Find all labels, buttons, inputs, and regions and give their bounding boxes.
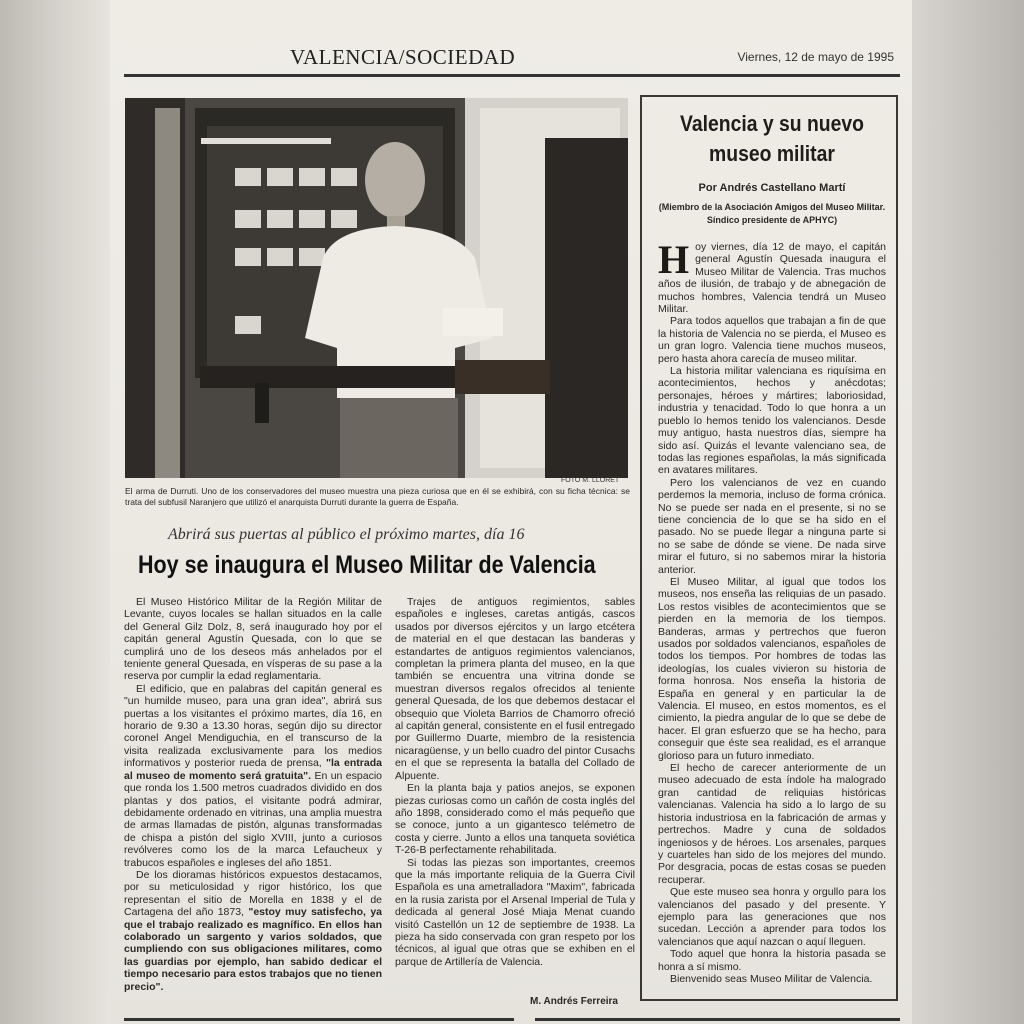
photo-caption: El arma de Durruti. Uno de los conservadores del museo muestra una pieza curiosa que en él se exhibirá, con su ficha técnica: se trata del subfusil Naranjero que utilizó el anarquista Durruti durante la guerra de España.	[125, 486, 630, 507]
paragraph: Todo aquel que honra la historia pasada se honra a sí mismo.	[658, 948, 886, 973]
paragraph	[124, 869, 382, 993]
article-byline: M. Andrés Ferreira	[530, 996, 618, 1007]
article-kicker: Abrirá sus puertas al público el próximo martes, día 16	[168, 526, 525, 543]
paragraph: En la planta baja y patios anejos, se exponen piezas curiosas como un cañón de costa inglés del año 1898, considerado como el más pequeño que se conoce, junto a un gigantesco telémetro de costa y cierre. Junto a ellos una tanqueta soviética T-26-B perfectamente rehabilitada.	[395, 782, 635, 857]
drop-cap: H	[658, 237, 690, 282]
newspaper-page	[110, 0, 912, 1024]
adjacent-page-left	[0, 0, 110, 1024]
section-heading: VALENCIA/SOCIEDAD	[290, 45, 516, 69]
sidebar-title: Valencia y su nuevo museo militar	[679, 111, 865, 166]
paragraph	[658, 237, 886, 316]
text-run: De los dioramas históricos expuestos destacamos, por su meticulosidad y rigor histórico, los que representan el sitio de Morella en 1838 y el de Cartagena del año 1873,	[124, 868, 382, 919]
publication-date: Viernes, 12 de mayo de 1995	[737, 50, 894, 64]
paragraph: Bienvenido seas Museo Militar de Valencia.	[670, 972, 873, 985]
paragraph: El Museo Militar, al igual que todos los museos, nos enseña las reliquias de un pasado. Los restos visibles de acontecimientos que se pierden en la memoria de los tiempos. Banderas, armas y pertrechos que fueron usados por soldados valencianos, españoles de todos los tiempos. Por hombres de todas las ideologías, los cuales vivieron su historia de forma honrosa. Nos enseña la historia de España en general y en particular la de Valencia. El museo, en estos momentos, es el cimiento, la piedra angular de lo que se debe de hacer. El gran esfuerzo que se ha hecho, para conseguir que éste sea realidad, es el arranque glorioso para un futuro inmediato.	[658, 575, 886, 762]
text-run: En un espacio que ronda los 1.500 metros cuadrados dividido en dos plantas y dos patios, el visitante podrá admirar, debidamente ordenado en vitrinas, una amplia muestra de armas llamadas de pistón, algunas transformadas de chispa a pistón del siglo XVIII, junto a curiosos revólveres como los de la marca Lefaucheux y trabucos españoles e ingleses del año 1851.	[124, 769, 382, 869]
paragraph: Pero los valencianos de vez en cuando perdemos la memoria, incluso de forma crónica. No se puede ser nada en el presente, si no se tiene conciencia de lo que se ha sido en el pasado. No se puede llegar a ninguna parte si no se sabe de dónde se viene. De nada sirve mirar el futuro, si no sabemos mirar la historia anterior.	[658, 476, 886, 576]
paragraph: El hecho de carecer anteriormente de un museo adecuado de esta índole ha malogrado gran cantidad de reliquias históricas valencianas. Valencia ha sido a lo largo de su historia industriosa en la fabricación de armas y pertrechos. Madre y cuna de soldados ingeniosos y de héroes. Los arsenales, parques y cuarteles han sido de los mejores del mundo. Por desgracia, pocas de estas cosas se pueden recuperar.	[658, 762, 886, 886]
background-surface-right	[912, 0, 1024, 1024]
paragraph	[124, 683, 382, 869]
footer-rule	[535, 1018, 900, 1021]
sidebar-author: Por Andrés Castellano Martí	[698, 182, 846, 194]
quote-bold: "la entrada al museo de momento será gratuita".	[124, 757, 382, 782]
paragraph: Para todos aquellos que trabajan a fin de que la historia de Valencia no se pierda, el Museo es un gran logro. Valencia tiene muchos museos, pero hasta ahora carecía de museo militar.	[658, 315, 886, 365]
sidebar-affiliation: (Miembro de la Asociación Amigos del Museo Militar. Síndico presidente de APHYC)	[658, 202, 886, 225]
quote-bold: "estoy muy satisfecho, ya que el trabajo realizado es magnífico. En ellos han colaborado un sargento y varios soldados, que cumpliendo con sus obligaciones militares, como las guardias por ejemplo, han sabido dedicar el tiempo necesario para estos trabajos que no tienen precio".	[124, 906, 382, 993]
photo-credit: FOTO M. LLORET	[561, 477, 620, 484]
article-column-2	[395, 596, 635, 968]
paragraph: Si todas las piezas son importantes, creemos que la más importante reliquia de la Guerra Civil Española es una ametralladora "Maxim", fabricada en la rusia zarista por el Arsenal Imperial de Tula y dedicada al general José Miaja Menat cuando visitó Castellón un 12 de septiembre de 1938. La pieza ha sido conservada con gran respeto por los técnicos, al igual que otras que se exhiben en el parque de Artillería de Valencia.	[395, 856, 635, 968]
article-headline: Hoy se inaugura el Museo Militar de Valencia	[138, 551, 596, 579]
text-run: oy viernes, día 12 de mayo, el capitán general Agustín Quesada inaugura el Museo Militar de Valencia. Tras muchos años de ilusión, de trabajo y de abnegación de muchos hombres, Valencia tendrá un Museo Militar.	[658, 241, 886, 316]
sidebar-body	[658, 237, 886, 985]
footer-rule	[124, 1018, 514, 1021]
paragraph: Que este museo sea honra y orgullo para los valencianos del pasado y del presente. Y ejemplo para las generaciones que nos sucedan. Lección a aprender para todos los valencianos que aquí nazcan o aquí lleguen.	[658, 886, 886, 948]
opinion-sidebar	[640, 95, 898, 1001]
photo-illustration	[125, 98, 628, 478]
header-rule	[124, 74, 900, 77]
text-run: El edificio, que en palabras del capitán general es "un humilde museo, para una gran idea", abrirá sus puertas a los visitantes el próximo martes, día 16, en horario de 9.30 a 13.30 horas, según dijo su director coronel Angel Mendiguchia, en el transcurso de la visita realizada exclusivamente para los medios informativos y posterior rueda de prensa,	[124, 682, 382, 770]
news-photo	[125, 98, 628, 478]
paragraph: El Museo Histórico Militar de la Región Militar de Levante, cuyos locales se hallan situados en la calle del General Gilz Dolz, 8, será inaugurado hoy por el capitán general Agustín Quesada, con lo que se cumplirá uno de los deseos más anhelados por el teniente general Quesada, en vísperas de su pase a la reserva por cumplir la edad reglamentaria.	[124, 596, 382, 683]
article-column-1	[124, 596, 382, 993]
paragraph: Trajes de antiguos regimientos, sables españoles e ingleses, caretas antigás, cascos usados por diversos ejércitos y un largo etcétera de material en el que destacan las banderas y estandartes de antiguos regimientos valencianos, completan la primera planta del museo, en la que también se encuentra una vitrina donde se muestran diversos regalos ofrecidos al teniente general Quesada, de los que debemos destacar el obsequio que Violeta Barrios de Chamorro ofreció al capitán general, consistente en el fusil entregado por Guillermo Duarte, miembro de la resistencia nicaragüense, y un bello cuadro del pintor Cusachs en el que se representa la batalla del Collado de Alpuente.	[395, 596, 635, 782]
paragraph: La historia militar valenciana es riquísima en acontecimientos, hechos y anécdotas; personajes, héroes y mártires; laboriosidad, industria y tenacidad. Todo lo que honra a un pueblo lo hemos tenido los valencianos. Desde muy antiguo, hasta nuestros días, siempre ha sido así. Quizás el levante valenciano sea, de todas las regiones españolas, la más significada en avatares militares.	[658, 365, 886, 477]
